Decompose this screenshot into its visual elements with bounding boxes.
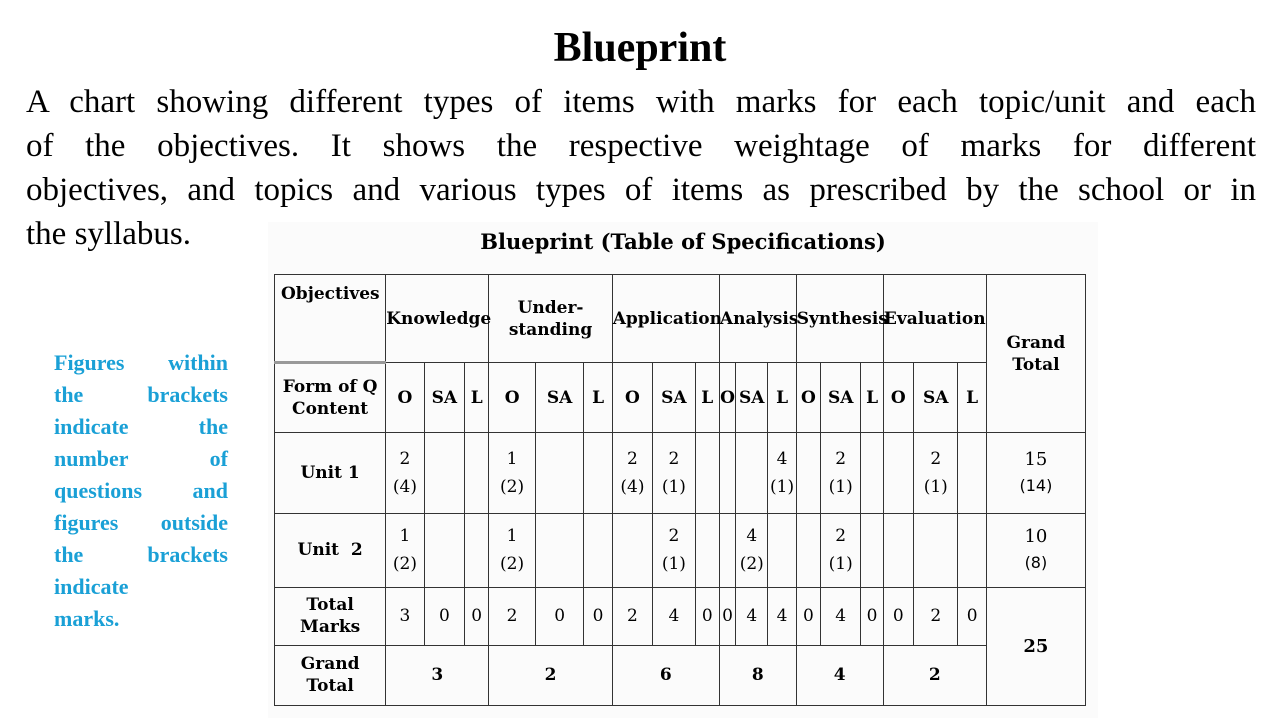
cell-understanding-sa (535, 513, 584, 587)
form-o: O (386, 363, 424, 433)
table-title: Blueprint (Table of Specifications) (480, 229, 886, 254)
cell-questions: (2) (500, 554, 525, 575)
cell-analysis-sa (736, 513, 768, 587)
total-marks-cell: 0 (424, 587, 464, 645)
cell-marks: 2 (835, 448, 847, 469)
form-o: O (612, 363, 652, 433)
grand-total-header (986, 275, 1085, 433)
cell-questions: (1) (661, 476, 686, 497)
synthesis-total: 4 (796, 645, 883, 705)
cell-application-o (612, 513, 652, 587)
note-line: the brackets (54, 542, 228, 567)
cell-analysis-o (719, 433, 735, 513)
grand-total-header-line1: Grand (1006, 332, 1066, 353)
objectives-header: Objectives (275, 275, 386, 363)
form-o: O (883, 363, 913, 433)
objective-synthesis: Synthesis (796, 275, 883, 363)
cell-questions: (2) (739, 554, 764, 575)
cell-application-l (695, 433, 719, 513)
total-marks-line2: Marks (300, 617, 361, 638)
total-marks-cell: 0 (535, 587, 584, 645)
cell-knowledge-l (465, 513, 489, 587)
unit-2-total-questions: (8) (1024, 553, 1048, 573)
form-l: L (861, 363, 883, 433)
intro-line: the syllabus. (26, 216, 191, 252)
form-sa: SA (535, 363, 584, 433)
blueprint-table (274, 274, 1086, 706)
objective-application: Application (612, 275, 719, 363)
unit-1-total-questions: (14) (1019, 475, 1053, 495)
cell-knowledge-l (465, 433, 489, 513)
objective-understanding-line1: Under- (517, 297, 584, 318)
cell-analysis-l (768, 513, 796, 587)
cell-questions: (4) (392, 476, 417, 497)
form-sa: SA (736, 363, 768, 433)
intro-line: of the objectives. It shows the respective weightage of marks for different (26, 128, 1256, 164)
total-marks-cell: 0 (719, 587, 735, 645)
total-marks-cell: 2 (914, 587, 958, 645)
cell-questions: (1) (770, 476, 795, 497)
grand-total-header-line2: Total (1012, 354, 1060, 375)
note-line: Figures within (54, 350, 228, 375)
total-marks-label (275, 587, 386, 645)
cell-questions: (2) (500, 476, 525, 497)
intro-line: A chart showing different types of items with marks for each topic/unit and each (26, 84, 1256, 120)
cell-marks: 2 (627, 448, 638, 469)
note-line: figures outside (54, 510, 228, 535)
objective-knowledge: Knowledge (386, 275, 489, 363)
cell-analysis-sa (736, 433, 768, 513)
unit-1-total-marks: 15 (1024, 448, 1048, 470)
cell-analysis-l (768, 433, 796, 513)
cell-evaluation-o (883, 513, 913, 587)
total-marks-cell: 2 (612, 587, 652, 645)
cell-understanding-o (489, 433, 536, 513)
form-of-q-header (275, 363, 386, 433)
table-row-grand-total (275, 645, 1086, 705)
form-of-q-line1: Form of Q (282, 377, 378, 398)
total-marks-cell: 4 (653, 587, 695, 645)
form-l: L (695, 363, 719, 433)
objective-understanding (489, 275, 612, 363)
cell-understanding-l (584, 433, 612, 513)
cell-marks: 4 (776, 448, 788, 469)
cell-questions: (1) (661, 554, 686, 575)
cell-understanding-sa (535, 433, 584, 513)
form-l: L (768, 363, 796, 433)
bracket-note (54, 347, 228, 635)
cell-marks: 1 (399, 526, 411, 547)
note-line: indicate (54, 574, 129, 599)
cell-synthesis-o (796, 513, 820, 587)
total-marks-cell: 4 (736, 587, 768, 645)
form-o: O (796, 363, 820, 433)
note-line: indicate the (54, 414, 228, 439)
form-l: L (958, 363, 986, 433)
total-marks-cell: 0 (695, 587, 719, 645)
unit-2-total-marks: 10 (1024, 526, 1048, 548)
cell-application-o (612, 433, 652, 513)
cell-evaluation-l (958, 433, 986, 513)
total-marks-cell: 0 (465, 587, 489, 645)
cell-marks: 4 (746, 526, 758, 547)
application-total: 6 (612, 645, 719, 705)
unit-1-label: Unit 1 (275, 433, 386, 513)
cell-knowledge-o (386, 513, 424, 587)
note-line: questions and (54, 478, 228, 503)
cell-marks: 2 (835, 526, 847, 547)
understanding-total: 2 (489, 645, 612, 705)
cell-questions: (2) (392, 554, 417, 575)
form-l: L (465, 363, 489, 433)
header-row-forms (275, 363, 1086, 433)
form-sa: SA (821, 363, 861, 433)
cell-marks: 2 (399, 448, 411, 469)
form-of-q-line2: Content (292, 399, 369, 420)
overall-grand-total: 25 (986, 587, 1085, 705)
total-marks-cell: 0 (861, 587, 883, 645)
cell-synthesis-l (861, 513, 883, 587)
total-marks-cell: 4 (821, 587, 861, 645)
cell-application-sa (653, 513, 695, 587)
cell-application-sa (653, 433, 695, 513)
grand-total-row-line2: Total (306, 676, 354, 697)
cell-knowledge-sa (424, 513, 464, 587)
note-line: number of (54, 446, 228, 471)
blueprint-table-image (268, 222, 1098, 718)
cell-evaluation-o (883, 433, 913, 513)
cell-marks: 1 (506, 448, 518, 469)
cell-evaluation-sa (914, 433, 958, 513)
objective-analysis: Analysis (719, 275, 796, 363)
analysis-total: 8 (719, 645, 796, 705)
slide-title: Blueprint (553, 25, 727, 71)
cell-knowledge-sa (424, 433, 464, 513)
cell-questions: (1) (828, 554, 853, 575)
knowledge-total: 3 (386, 645, 489, 705)
cell-synthesis-o (796, 433, 820, 513)
cell-understanding-o (489, 513, 536, 587)
cell-marks: 2 (930, 448, 942, 469)
table-row-total-marks (275, 587, 1086, 645)
cell-evaluation-sa (914, 513, 958, 587)
grand-total-row-line1: Grand (300, 654, 360, 675)
form-o: O (489, 363, 536, 433)
cell-synthesis-l (861, 433, 883, 513)
cell-marks: 2 (668, 526, 680, 547)
grand-total-row-label (275, 645, 386, 705)
table-row-unit-1 (275, 433, 1086, 513)
intro-line: objectives, and topics and various types of items as prescribed by the school or in (26, 172, 1256, 208)
cell-marks: 1 (506, 526, 518, 547)
cell-synthesis-sa (821, 433, 861, 513)
form-sa: SA (653, 363, 695, 433)
cell-marks: 2 (668, 448, 680, 469)
cell-understanding-l (584, 513, 612, 587)
table-row-unit-2 (275, 513, 1086, 587)
cell-questions: (1) (923, 476, 948, 497)
total-marks-cell: 0 (584, 587, 612, 645)
cell-analysis-o (719, 513, 735, 587)
total-marks-line1: Total (306, 595, 354, 616)
cell-questions: (1) (828, 476, 853, 497)
total-marks-cell: 4 (768, 587, 796, 645)
note-line: the brackets (54, 382, 228, 407)
note-line: marks. (54, 606, 120, 631)
cell-application-l (695, 513, 719, 587)
form-l: L (584, 363, 612, 433)
unit-1-grand-total (986, 433, 1085, 513)
form-sa: SA (914, 363, 958, 433)
total-marks-cell: 3 (386, 587, 424, 645)
cell-questions: (4) (620, 476, 645, 497)
cell-evaluation-l (958, 513, 986, 587)
total-marks-cell: 0 (796, 587, 820, 645)
form-o: O (719, 363, 735, 433)
unit-2-grand-total (986, 513, 1085, 587)
cell-synthesis-sa (821, 513, 861, 587)
evaluation-total: 2 (883, 645, 986, 705)
total-marks-cell: 2 (489, 587, 536, 645)
unit-2-label: Unit 2 (275, 513, 386, 587)
total-marks-cell: 0 (883, 587, 913, 645)
total-marks-cell: 0 (958, 587, 986, 645)
header-row-objectives (275, 275, 1086, 363)
objective-understanding-line2: standing (508, 319, 593, 340)
form-sa: SA (424, 363, 464, 433)
cell-knowledge-o (386, 433, 424, 513)
objective-evaluation: Evaluation (883, 275, 986, 363)
